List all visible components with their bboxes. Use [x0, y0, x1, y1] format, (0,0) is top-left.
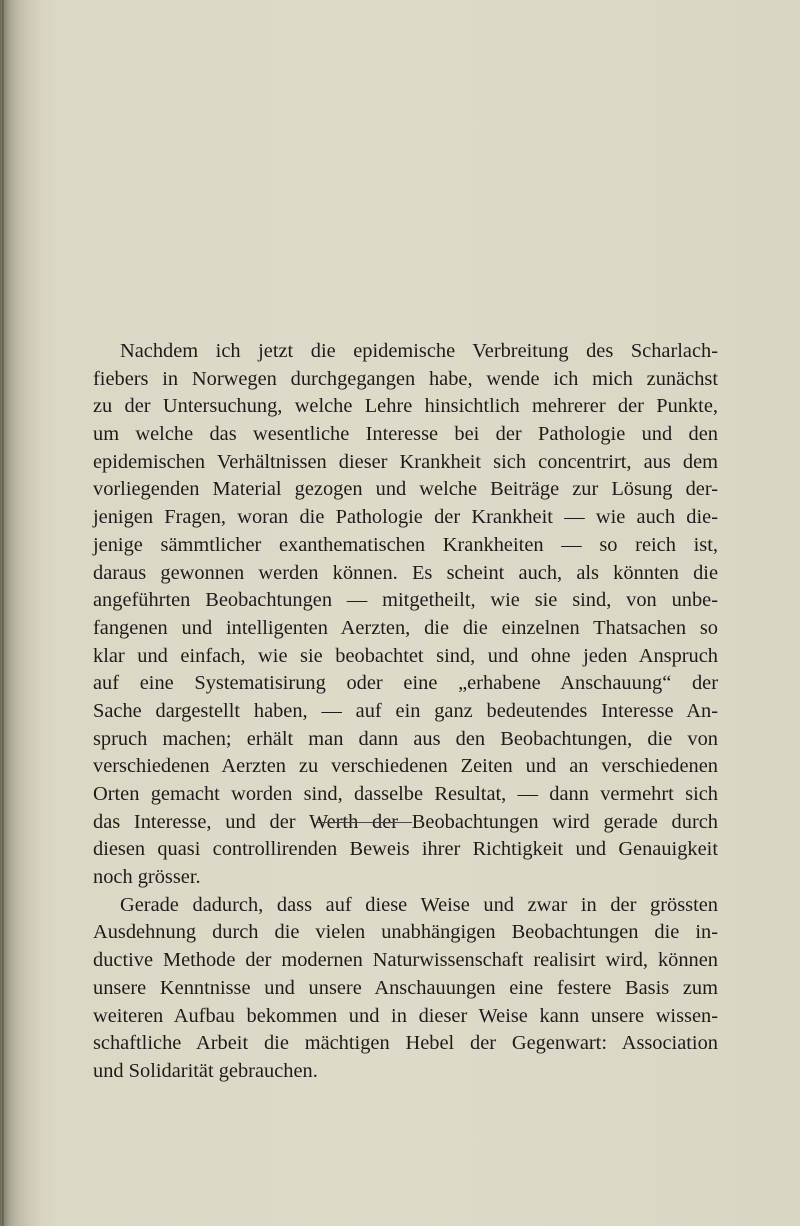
- section-end-rule: [316, 822, 412, 823]
- body-text: [93, 338, 718, 1086]
- text-line: daraus gewonnen werden können. Es scheint auch, als könnten die: [93, 561, 718, 584]
- text-line: zu der Untersuchung, welche Lehre hinsichtlich mehrerer der Punkte,: [93, 395, 718, 418]
- text-line: diesen quasi controllirenden Beweis ihrer Richtigkeit und Genauigkeit: [93, 838, 718, 861]
- text-line: fiebers in Norwegen durchgegangen habe, wende ich mich zunächst: [93, 367, 718, 390]
- paragraph: [93, 338, 718, 892]
- text-line: Nachdem ich jetzt die epidemische Verbreitung des Scharlach-: [120, 340, 718, 362]
- paragraph: [93, 892, 718, 1086]
- text-line: Ausdehnung durch die vielen unabhängigen Beobachtungen die in-: [93, 921, 718, 944]
- text-line: Sache dargestellt haben, — auf ein ganz bedeutendes Interesse An-: [93, 699, 718, 722]
- text-line: vorliegenden Material gezogen und welche Beiträge zur Lösung der-: [93, 478, 718, 501]
- text-line: fangenen und intelligenten Aerzten, die die einzelnen Thatsachen so: [93, 616, 718, 639]
- text-line: klar und einfach, wie sie beobachtet sind, und ohne jeden Anspruch: [93, 644, 718, 667]
- text-line: um welche das wesentliche Interesse bei der Pathologie und den: [93, 423, 718, 446]
- text-line: schaftliche Arbeit die mächtigen Hebel der Gegenwart: Association: [93, 1032, 718, 1055]
- text-line: ductive Methode der modernen Naturwissenschaft realisirt wird, können: [93, 949, 718, 972]
- text-line: weiteren Aufbau bekommen und in dieser Weise kann unsere wissen-: [93, 1004, 718, 1027]
- text-line: verschiedenen Aerzten zu verschiedenen Zeiten und an verschiedenen: [93, 755, 718, 778]
- text-line: angeführten Beobachtungen — mitgetheilt, wie sie sind, von unbe-: [93, 589, 718, 612]
- text-line: auf eine Systematisirung oder eine „erhabene Anschauung“ der: [93, 672, 718, 695]
- text-line: epidemischen Verhältnissen dieser Krankheit sich concentrirt, aus dem: [93, 450, 718, 473]
- text-line: Orten gemacht worden sind, dasselbe Resultat, — dann vermehrt sich: [93, 783, 718, 805]
- page-binding-edge: [0, 0, 40, 1226]
- text-line: noch grösser.: [93, 866, 201, 889]
- text-line: unsere Kenntnisse und unsere Anschauungen eine festere Basis zum: [93, 976, 718, 999]
- text-line: Gerade dadurch, dass auf diese Weise und zwar in der grössten: [120, 893, 718, 916]
- text-line: jenige sämmtlicher exanthematischen Krankheiten — so reich ist,: [93, 533, 718, 556]
- text-line: spruch machen; erhält man dann aus den Beobachtungen, die von: [93, 727, 718, 750]
- text-line: und Solidarität gebrauchen.: [93, 1059, 318, 1082]
- text-line: jenigen Fragen, woran die Pathologie der Krankheit — wie auch die-: [93, 506, 718, 529]
- text-line: das Interesse, und der Werth der Beobachtungen wird gerade durch: [93, 810, 718, 833]
